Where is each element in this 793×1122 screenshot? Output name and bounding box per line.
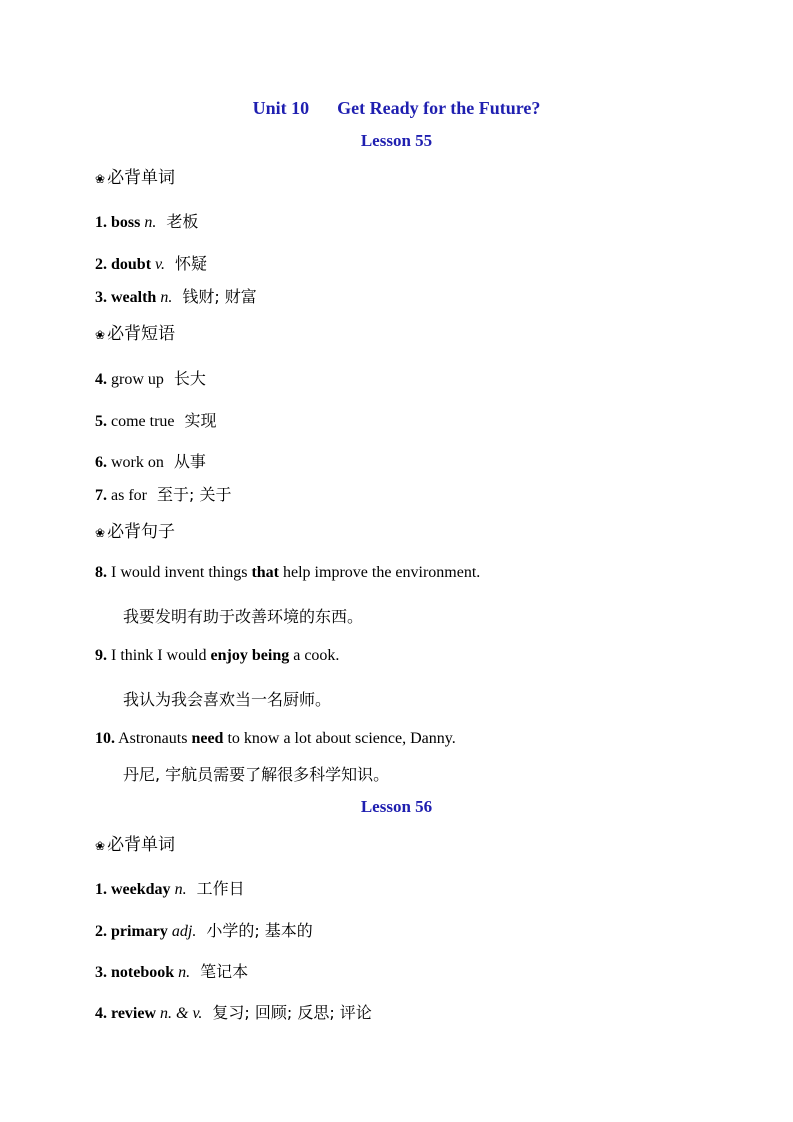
sentence-translation: 我要发明有助于改善环境的东西。 [123, 607, 364, 626]
item-number: 4. [95, 371, 107, 388]
vocab-item [95, 876, 245, 899]
chinese-meaning: 工作日 [196, 879, 245, 898]
sentence-text: I would invent things [111, 564, 252, 581]
vocab-item [95, 284, 257, 307]
part-of-speech: n. [144, 214, 157, 231]
chinese-meaning: 至于; 关于 [156, 485, 232, 504]
sentence-translation: 我认为我会喜欢当一名厨师。 [123, 690, 332, 709]
item-number: 9. [95, 647, 107, 664]
item-number: 2. [95, 923, 107, 940]
chinese-meaning: 从事 [173, 452, 206, 471]
section-label: 必背单词 [107, 835, 176, 855]
vocab-word: notebook [111, 964, 175, 981]
section-label: 必背短语 [107, 324, 176, 344]
lesson-55-heading: Lesson 55 [360, 131, 433, 150]
part-of-speech: n. & v. [160, 1005, 203, 1022]
sentence-text: a cook. [289, 647, 340, 664]
chinese-meaning: 老板 [166, 212, 199, 231]
sentence-item [95, 647, 339, 665]
english-phrase: come true [111, 413, 175, 430]
snowflake-bullet-icon: ❀ [95, 172, 106, 186]
sentence-text: I think I would [111, 647, 211, 664]
item-number: 10. [95, 730, 115, 747]
sentence-key-phrase: need [191, 730, 224, 747]
chinese-meaning: 复习; 回顾; 反思; 评论 [212, 1003, 372, 1022]
sentence-text: help improve the environment. [279, 564, 481, 581]
section-label: 必背句子 [107, 522, 176, 542]
snowflake-bullet-icon: ❀ [95, 328, 106, 342]
part-of-speech: n. [174, 881, 187, 898]
english-phrase: as for [111, 487, 147, 504]
vocab-item [95, 959, 248, 982]
chinese-meaning: 怀疑 [174, 254, 207, 273]
section-heading-sentences [95, 517, 175, 542]
item-number: 6. [95, 454, 107, 471]
phrase-item [95, 366, 206, 389]
part-of-speech: adj. [171, 923, 197, 940]
chinese-meaning: 笔记本 [200, 962, 249, 981]
phrase-item [95, 408, 217, 431]
chinese-meaning: 实现 [184, 411, 217, 430]
sentence-text: Astronauts [118, 730, 192, 747]
sentence-item [95, 564, 480, 582]
item-number: 4. [95, 1005, 107, 1022]
item-number: 3. [95, 289, 107, 306]
part-of-speech: n. [178, 964, 191, 981]
sentence-key-phrase: that [251, 564, 279, 581]
phrase-item [95, 449, 206, 472]
vocab-word: weekday [111, 881, 171, 898]
section-heading-words [95, 830, 175, 855]
item-number: 7. [95, 487, 107, 504]
english-phrase: grow up [111, 371, 164, 388]
item-number: 5. [95, 413, 107, 430]
snowflake-bullet-icon: ❀ [95, 839, 106, 853]
unit-number: Unit 10 [252, 98, 310, 118]
part-of-speech: n. [160, 289, 173, 306]
vocab-word: review [111, 1005, 157, 1022]
sentence-item [95, 730, 456, 748]
item-number: 1. [95, 214, 107, 231]
vocab-word: boss [111, 214, 141, 231]
section-heading-phrases [95, 319, 175, 344]
vocab-item [95, 918, 313, 941]
section-heading-words [95, 163, 175, 188]
sentence-translation: 丹尼, 宇航员需要了解很多科学知识。 [123, 765, 390, 784]
item-number: 2. [95, 256, 107, 273]
phrase-item [95, 482, 231, 505]
section-label: 必背单词 [107, 168, 176, 188]
chinese-meaning: 小学的; 基本的 [206, 921, 313, 940]
unit-title [0, 98, 793, 119]
lesson-56-heading: Lesson 56 [360, 797, 433, 816]
item-number: 3. [95, 964, 107, 981]
chinese-meaning: 钱财; 财富 [182, 287, 257, 306]
vocab-word: wealth [111, 289, 157, 306]
sentence-text: to know a lot about science, Danny. [223, 730, 456, 747]
item-number: 1. [95, 881, 107, 898]
vocab-item [95, 209, 198, 232]
english-phrase: work on [111, 454, 164, 471]
item-number: 8. [95, 564, 107, 581]
snowflake-bullet-icon: ❀ [95, 526, 106, 540]
unit-name: Get Ready for the Future? [337, 98, 541, 118]
sentence-key-phrase: enjoy being [210, 647, 290, 664]
vocab-word: primary [111, 923, 168, 940]
part-of-speech: v. [155, 256, 165, 273]
vocab-item [95, 251, 207, 274]
vocab-word: doubt [111, 256, 152, 273]
chinese-meaning: 长大 [173, 369, 206, 388]
vocab-item [95, 1000, 372, 1023]
